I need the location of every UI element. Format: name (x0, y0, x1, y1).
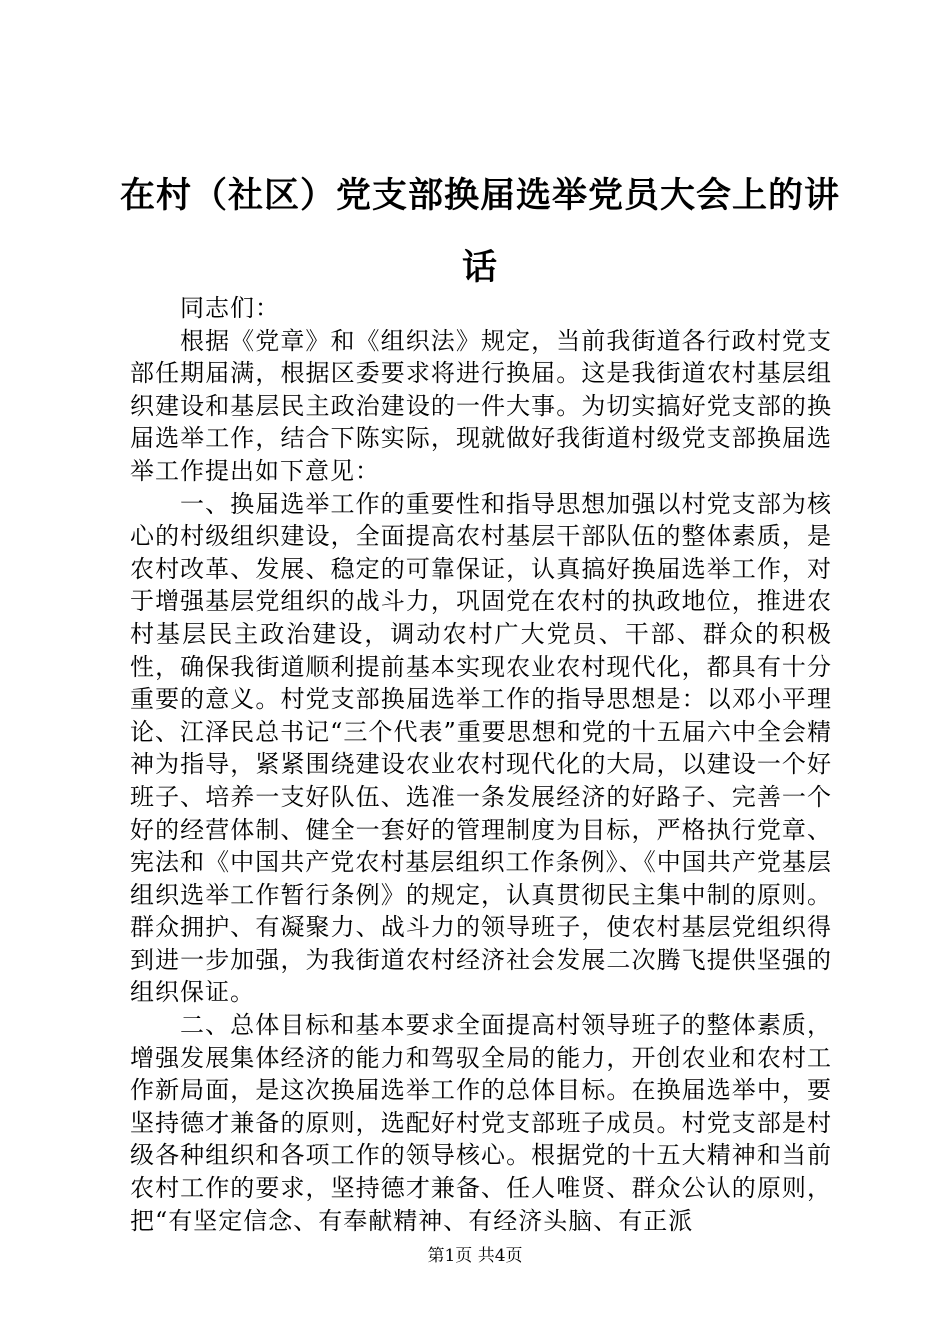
salutation: 同志们： (180, 294, 280, 322)
document-body (130, 292, 832, 1237)
page-number-footer: 第1页 共4页 (427, 1246, 523, 1266)
paragraph-intro: 根据《党章》和《组织法》规定，当前我街道各行政村党支部任期届满，根据区委要求将进行换届。这是我街道农村基层组织建设和基层民主政治建设的一件大事。为切实搞好党支部的换届选举工作，结合下陈实际，现就做好我街道村级党支部换届选举工作提出如下意见： (130, 326, 832, 485)
paragraph-section-two: 二、总体目标和基本要求全面提高村领导班子的整体素质，增强发展集体经济的能力和驾驭全局的能力，开创农业和农村工作新局面，是这次换届选举工作的总体目标。在换届选举中，要坚持德才兼备的原则，选配好村党支部班子成员。村党支部是村级各种组织和各项工作的领导核心。根据党的十五大精神和当前农村工作的要求，坚持德才兼备、任人唯贤、群众公认的原则，把“有坚定信念、有奉献精神、有经济头脑、有正派 (130, 1011, 832, 1235)
paragraph-section-one: 一、换届选举工作的重要性和指导思想加强以村党支部为核心的村级组织建设，全面提高农村基层干部队伍的整体素质，是农村改革、发展、稳定的可靠保证，认真搞好换届选举工作，对于增强基层党组织的战斗力，巩固党在农村的执政地位，推进农村基层民主政治建设，调动农村广大党员、干部、群众的积极性，确保我街道顺利提前基本实现农业农村现代化，都具有十分重要的意义。村党支部换届选举工作的指导思想是：以邓小平理论、江泽民总书记“三个代表”重要思想和党的十五届六中全会精神为指导，紧紧围绕建设农业农村现代化的大局，以建设一个好班子、培养一支好队伍、选准一条发展经济的好路子、完善一个好的经营体制、健全一套好的管理制度为目标，严格执行党章、宪法和《中国共产党农村基层组织工作条例》、《中国共产党基层组织选举工作暂行条例》的规定，认真贯彻民主集中制的原则。群众拥护、有凝聚力、战斗力的领导班子，使农村基层党组织得到进一步加强，为我街道农村经济社会发展二次腾飞提供坚强的组织保证。 (130, 489, 832, 1007)
document-title: 在村（社区）党支部换届选举党员大会上的讲话 (120, 175, 841, 288)
